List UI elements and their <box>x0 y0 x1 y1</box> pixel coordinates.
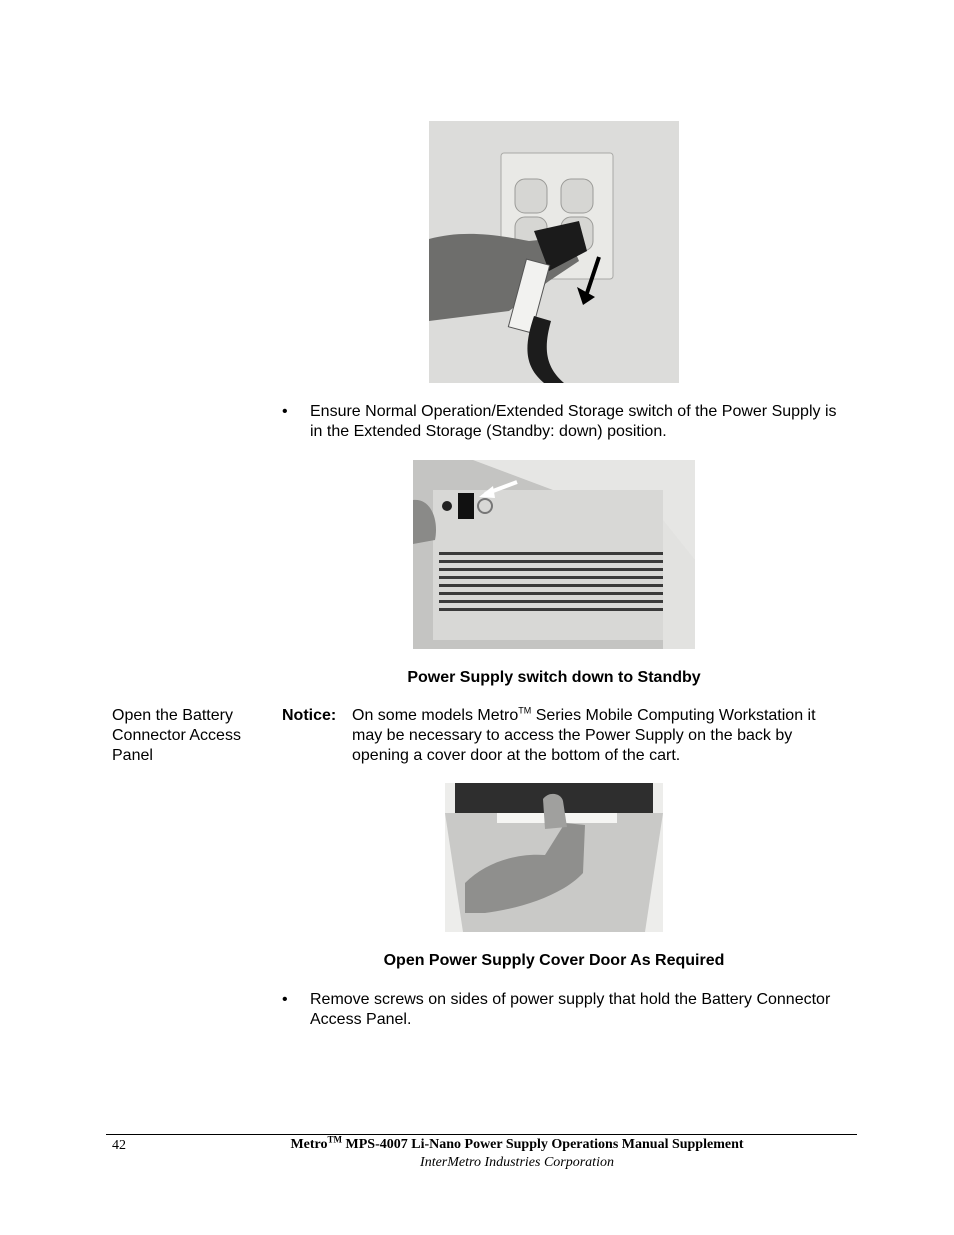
outlet-illustration <box>429 121 679 383</box>
bullet-item-switch <box>282 402 842 444</box>
outlet-photo <box>429 121 679 383</box>
bullet-text: Remove screws on sides of power supply that hold the Battery Connector Access Panel. <box>310 991 831 1028</box>
cover-door-illustration <box>445 783 663 932</box>
step-label: Open the Battery Connector Access Panel <box>112 707 241 764</box>
notice-text <box>352 706 828 766</box>
cover-door-photo <box>445 783 663 932</box>
trademark-sup: TM <box>518 705 532 716</box>
switch-photo <box>413 460 695 649</box>
figure-caption-cover-door: Open Power Supply Cover Door As Required <box>383 952 725 969</box>
notice-text-post: Series Mobile Computing Workstation it may be necessary to access the Power Supply on the back by opening a cover door at the bottom of the cart. <box>352 707 816 764</box>
footer-title <box>200 1136 834 1154</box>
switch-illustration <box>413 460 695 649</box>
notice-label: Notice: <box>282 707 337 724</box>
figure-caption-switch: Power Supply switch down to Standby <box>407 669 701 686</box>
bullet-text: Ensure Normal Operation/Extended Storage switch of the Power Supply is in the Extended Storage (Standby: down) position. <box>310 403 837 440</box>
footer-brand: Metro <box>290 1137 328 1152</box>
bullet-glyph: • <box>282 991 288 1008</box>
footer-rule <box>106 1134 857 1135</box>
bullet-glyph: • <box>282 403 288 420</box>
notice-text-pre: On some models Metro <box>352 707 519 724</box>
bullet-item-screws <box>282 990 842 1032</box>
footer-trademark-sup: TM <box>327 1134 343 1145</box>
footer-title-rest: MPS-4007 Li-Nano Power Supply Operations Manual Supplement <box>342 1137 744 1152</box>
page-number: 42 <box>112 1138 126 1153</box>
footer-company: InterMetro Industries Corporation <box>420 1155 614 1170</box>
